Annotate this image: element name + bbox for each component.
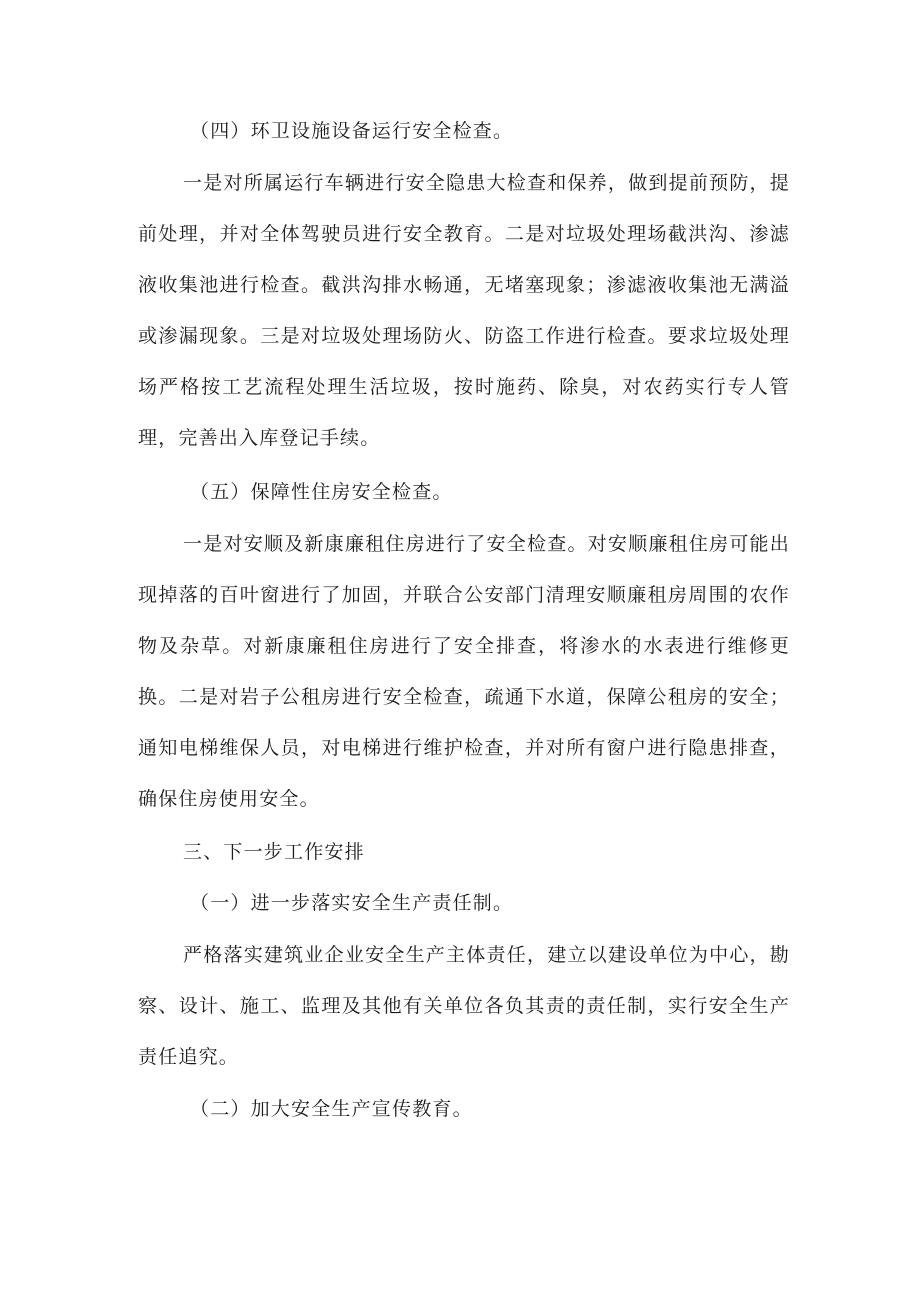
paragraph-housing-inspection: 一是对安顺及新康廉租住房进行了安全检查。对安顺廉租住房可能出现掉落的百叶窗进行了加固，并联合公安部门清理安顺廉租房周围的农作物及杂草。对新康廉租住房进行了安全排查，将渗水的水表进行维修更换。二是对岩子公租房进行安全检查，疏通下水道，保障公租房的安全；通知电梯维保人员，对电梯进行维护检查，并对所有窗户进行隐患排查，确保住房使用安全。 (138, 533, 790, 810)
subheading-affordable-housing: （五）保障性住房安全检查。 (190, 481, 453, 503)
subheading-safety-education: （二）加大安全生产宣传教育。 (190, 1098, 473, 1120)
subheading-responsibility-system: （一）进一步落实安全生产责任制。 (190, 892, 514, 914)
paragraph-responsibility: 严格落实建筑业企业安全生产主体责任，建立以建设单位为中心，勘察、设计、施工、监理及其他有关单位各负其责的责任制，实行安全生产责任追究。 (138, 944, 790, 1068)
paragraph-sanitation-inspection: 一是对所属运行车辆进行安全隐患大检查和保养，做到提前预防，提前处理，并对全体驾驶员进行安全教育。二是对垃圾处理场截洪沟、渗滤液收集池进行检查。截洪沟排水畅通，无堵塞现象；渗滤液收集池无满溢或渗漏现象。三是对垃圾处理场防火、防盗工作进行检查。要求垃圾处理场严格按工艺流程处理生活垃圾，按时施药、除臭，对农药实行专人管理，完善出入库登记手续。 (138, 172, 790, 449)
section-heading-next-steps: 三、下一步工作安排 (183, 841, 365, 863)
subheading-sanitation-facilities: （四）环卫设施设备运行安全检查。 (190, 120, 514, 142)
